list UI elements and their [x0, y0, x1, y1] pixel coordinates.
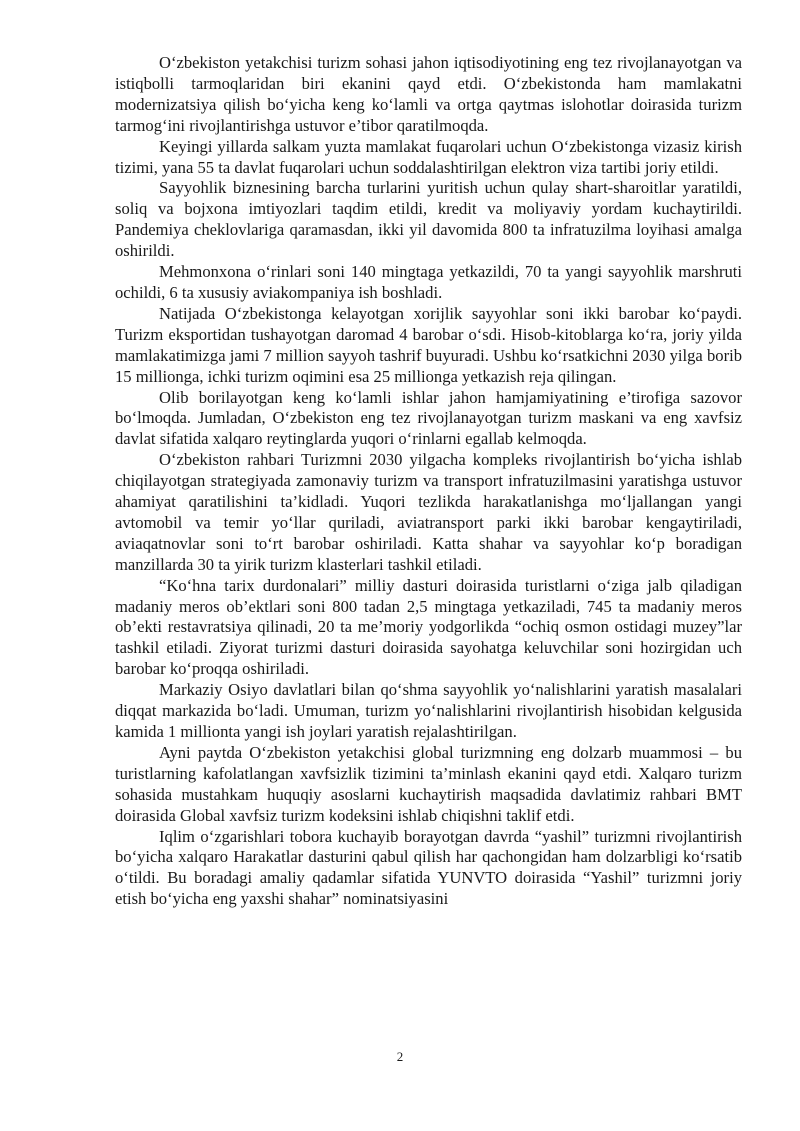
paragraph-3: Sayyohlik biznesining barcha turlarini yuritish uchun qulay shart-sharoitlar yaratildi, soliq va bojxona imtiyozlari taqdim etildi, kredit va moliyaviy yordam kuchaytirildi. Pandemiya cheklovlariga qaramasdan, ikki yil davomida 800 ta infratuzilma loyihasi amalga oshirildi.	[115, 178, 742, 261]
paragraph-8: “Ko‘hna tarix durdonalari” milliy dasturi doirasida turistlarni o‘ziga jalb qiladigan madaniy meros ob’ektlari soni 800 tadan 2,5 mingtaga yetkaziladi, 745 ta madaniy meros ob’ekti restavratsiya qilinadi, 20 ta me’moriy yodgorlikda “ochiq osmon ostidagi muzey”lar tashkil etiladi. Ziyorat turizmi dasturi doirasida sayohatga keluvchilar soni hozirgidan uch barobar ko‘proqqa oshiriladi.	[115, 575, 742, 679]
document-body	[115, 53, 742, 910]
paragraph-6: Olib borilayotgan keng ko‘lamli ishlar jahon hamjamiyatining e’tirofiga sazovor bo‘lmoqda. Jumladan, O‘zbekiston eng tez rivojlanayotgan turizm maskani va eng xavfsiz davlat sifatida xalqaro reytinglarda yuqori o‘rinlarni egallab kelmoqda.	[115, 387, 742, 449]
paragraph-10: Ayni paytda O‘zbekiston yetakchisi global turizmning eng dolzarb muammosi – bu turistlarning kafolatlangan xavfsizlik tizimini ta’minlash ekanini qayd etdi. Xalqaro turizm sohasida mustahkam huquqiy asoslarni kuchaytirish maqsadida davlatimiz rahbari BMT doirasida Global xavfsiz turizm kodeksini ishlab chiqishni taklif etdi.	[115, 742, 742, 825]
paragraph-4: Mehmonxona o‘rinlari soni 140 mingtaga yetkazildi, 70 ta yangi sayyohlik marshruti ochildi, 6 ta xususiy aviakompaniya ish boshladi.	[115, 262, 742, 302]
paragraph-11: Iqlim o‘zgarishlari tobora kuchayib borayotgan davrda “yashil” turizmni rivojlantirish bo‘yicha xalqaro Harakatlar dasturini qabul qilish har qachongidan ham dolzarbligi ko‘rsatib o‘tildi. Bu boradagi amaliy qadamlar sifatida YUNVTO doirasida “Yashil” turizmni joriy etish bo‘yicha eng yaxshi shahar” nominatsiyasini	[115, 826, 742, 909]
paragraph-2: Keyingi yillarda salkam yuzta mamlakat fuqarolari uchun O‘zbekistonga vizasiz kirish tizimi, yana 55 ta davlat fuqarolari uchun soddalashtirilgan elektron viza tartibi joriy etildi.	[115, 136, 742, 177]
paragraph-7: O‘zbekiston rahbari Turizmni 2030 yilgacha kompleks rivojlantirish bo‘yicha ishlab chiqilayotgan strategiyada zamonaviy turizm va transport infratuzilmasini yaratishga ustuvor ahamiyat qaratilishini ta’kidladi. Yuqori tezlikda harakatlanishga mo‘ljallangan yangi avtomobil va temir yo‘llar quriladi, aviatransport parki ikki barobar kengaytiriladi, aviaqatnovlar soni to‘rt barobar oshiriladi. Katta shahar va sayyohlar ko‘p boradigan manzillarda 30 ta yirik turizm klasterlari tashkil etiladi.	[115, 450, 742, 574]
paragraph-5: Natijada O‘zbekistonga kelayotgan xorijlik sayyohlar soni ikki barobar ko‘paydi. Turizm eksportidan tushayotgan daromad 4 barobar o‘sdi. Hisob-kitoblarga ko‘ra, joriy yilda mamlakatimizga jami 7 million sayyoh tashrif buyuradi. Ushbu ko‘rsatkichni 2030 yilga borib 15 millionga, ichki turizm oqimini esa 25 millionga yetkazish reja qilingan.	[115, 303, 742, 386]
paragraph-9: Markaziy Osiyo davlatlari bilan qo‘shma sayyohlik yo‘nalishlarini yaratish masalalari diqqat markazida bo‘ladi. Umuman, turizm yo‘nalishlarini rivojlantirish hisobidan kelgusida kamida 1 millionta yangi ish joylari yaratish rejalashtirilgan.	[115, 680, 742, 741]
page-number: 2	[396, 1049, 404, 1064]
paragraph-1: O‘zbekiston yetakchisi turizm sohasi jahon iqtisodiyotining eng tez rivojlanayotgan va istiqbolli tarmoqlaridan biri ekanini qayd etdi. O‘zbekistonda ham mamlakatni modernizatsiya qilish bo‘yicha keng ko‘lamli va ortga qaytmas islohotlar doirasida turizm tarmog‘ini rivojlantirishga ustuvor e’tibor qaratilmoqda.	[115, 53, 742, 135]
